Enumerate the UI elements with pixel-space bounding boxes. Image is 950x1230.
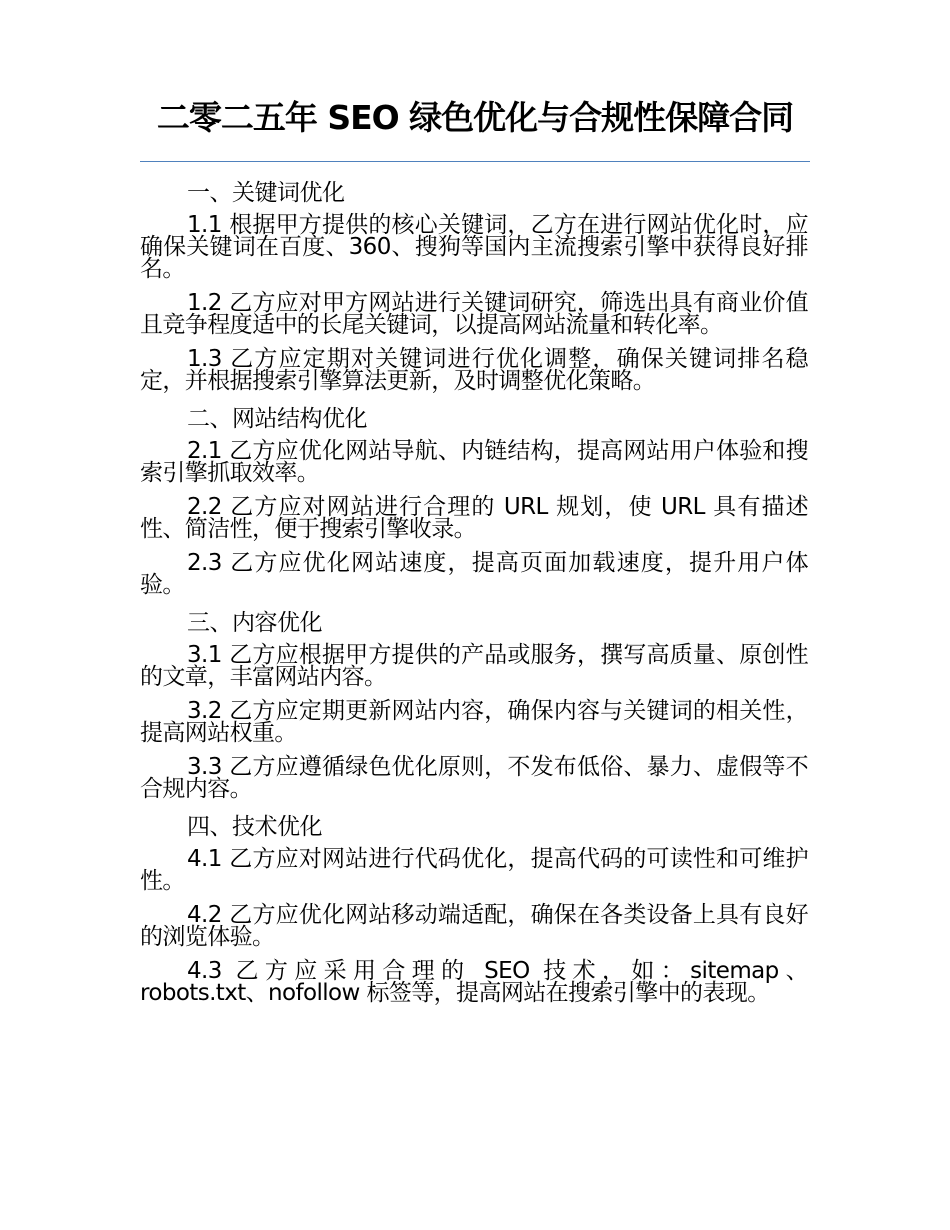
title-underline	[140, 161, 810, 162]
document-body	[140, 178, 808, 1016]
clause-1-3: 1.3 乙方应定期对关键词进行优化调整，确保关键词排名稳定，并根据搜索引擎算法更新，及时调整优化策略。	[140, 346, 808, 394]
clause-3-3: 3.3 乙方应遵循绿色优化原则，不发布低俗、暴力、虚假等不合规内容。	[140, 754, 808, 802]
clause-2-2: 2.2 乙方应对网站进行合理的 URL 规划，使 URL 具有描述性、简洁性，便于搜索引擎收录。	[140, 494, 808, 542]
section-heading-technical: 四、技术优化	[187, 814, 322, 840]
clause-4-2: 4.2 乙方应优化网站移动端适配，确保在各类设备上具有良好的浏览体验。	[140, 902, 808, 950]
clause-1-1: 1.1 根据甲方提供的核心关键词，乙方在进行网站优化时，应确保关键词在百度、360、搜狗等国内主流搜索引擎中获得良好排名。	[140, 212, 808, 282]
clause-3-1: 3.1 乙方应根据甲方提供的产品或服务，撰写高质量、原创性的文章，丰富网站内容。	[140, 642, 808, 690]
clause-4-3: 4.3 乙方应采用合理的 SEO 技术，如：sitemap、robots.txt、nofollow 标签等，提高网站在搜索引擎中的表现。	[140, 958, 808, 1006]
clause-3-2: 3.2 乙方应定期更新网站内容，确保内容与关键词的相关性，提高网站权重。	[140, 698, 808, 746]
section-heading-site-structure: 二、网站结构优化	[187, 406, 367, 432]
section-heading-content: 三、内容优化	[187, 610, 322, 636]
clause-1-2: 1.2 乙方应对甲方网站进行关键词研究，筛选出具有商业价值且竞争程度适中的长尾关键词，以提高网站流量和转化率。	[140, 290, 808, 338]
section-heading-keywords: 一、关键词优化	[187, 180, 345, 206]
clause-2-1: 2.1 乙方应优化网站导航、内链结构，提高网站用户体验和搜索引擎抓取效率。	[140, 438, 808, 486]
clause-4-1: 4.1 乙方应对网站进行代码优化，提高代码的可读性和可维护性。	[140, 846, 808, 894]
clause-2-3: 2.3 乙方应优化网站速度，提高页面加载速度，提升用户体验。	[140, 550, 808, 598]
document-title: 二零二五年 SEO 绿色优化与合规性保障合同	[156, 98, 794, 137]
